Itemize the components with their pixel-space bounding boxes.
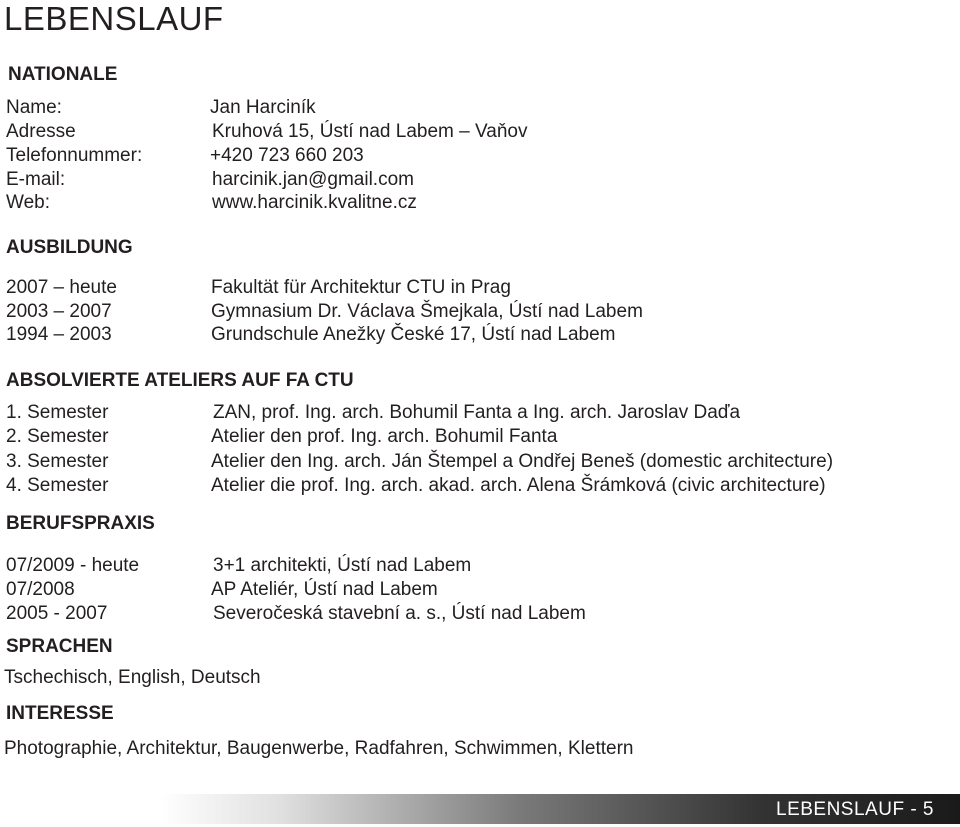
footer-page-label: LEBENSLAUF - 5 [776, 799, 934, 820]
semester-label: 4. Semester [6, 475, 109, 496]
job-period: 2005 - 2007 [6, 603, 108, 624]
field-value: harcinik.jan@gmail.com [212, 169, 414, 190]
field-label: E-mail: [6, 169, 66, 190]
job-period: 07/2009 - heute [6, 555, 140, 576]
semester-atelier: Atelier die prof. Ing. arch. akad. arch. Alena Šrámková (civic architecture) [211, 475, 826, 496]
field-label: Adresse [6, 121, 76, 142]
languages-text: Tschechisch, English, Deutsch [4, 667, 261, 688]
field-value: Jan Harciník [210, 97, 316, 118]
semester-atelier: Atelier den prof. Ing. arch. Bohumil Fanta [211, 426, 558, 447]
entry-period: 1994 – 2003 [6, 324, 112, 345]
field-value: +420 723 660 203 [210, 145, 364, 166]
entry-description: Fakultät für Architektur CTU in Prag [211, 277, 511, 298]
semester-atelier: ZAN, prof. Ing. arch. Bohumil Fanta a Ing. arch. Jaroslav Daďa [213, 402, 741, 423]
section-heading-ausbildung: AUSBILDUNG [6, 237, 133, 258]
section-heading-ateliers: ABSOLVIERTE ATELIERS AUF FA CTU [6, 370, 354, 391]
entry-description: Gymnasium Dr. Václava Šmejkala, Ústí nad Labem [211, 301, 643, 322]
entry-period: 2007 – heute [6, 277, 117, 298]
section-heading-nationale: NATIONALE [8, 64, 118, 85]
field-value: Kruhová 15, Ústí nad Labem – Vaňov [212, 121, 528, 142]
page-title: LEBENSLAUF [4, 0, 224, 37]
section-heading-berufspraxis: BERUFSPRAXIS [6, 513, 155, 534]
job-employer: Severočeská stavební a. s., Ústí nad Labem [213, 603, 586, 624]
field-label: Telefonnummer: [6, 145, 143, 166]
field-label: Web: [6, 192, 51, 213]
section-heading-interesse: INTERESSE [6, 703, 114, 724]
semester-label: 3. Semester [6, 451, 109, 472]
section-heading-sprachen: SPRACHEN [6, 636, 113, 657]
field-value: www.harcinik.kvalitne.cz [212, 192, 417, 213]
semester-atelier: Atelier den Ing. arch. Ján Štempel a Ondřej Beneš (domestic architecture) [211, 451, 834, 472]
job-employer: AP Ateliér, Ústí nad Labem [211, 579, 438, 600]
semester-label: 1. Semester [6, 402, 109, 423]
semester-label: 2. Semester [6, 426, 109, 447]
entry-period: 2003 – 2007 [6, 301, 112, 322]
interests-text: Photographie, Architektur, Baugenwerbe, Radfahren, Schwimmen, Klettern [4, 738, 634, 759]
entry-description: Grundschule Anežky České 17, Ústí nad Labem [211, 324, 616, 345]
field-label: Name: [6, 97, 62, 118]
job-employer: 3+1 architekti, Ústí nad Labem [213, 555, 472, 576]
job-period: 07/2008 [6, 579, 75, 600]
